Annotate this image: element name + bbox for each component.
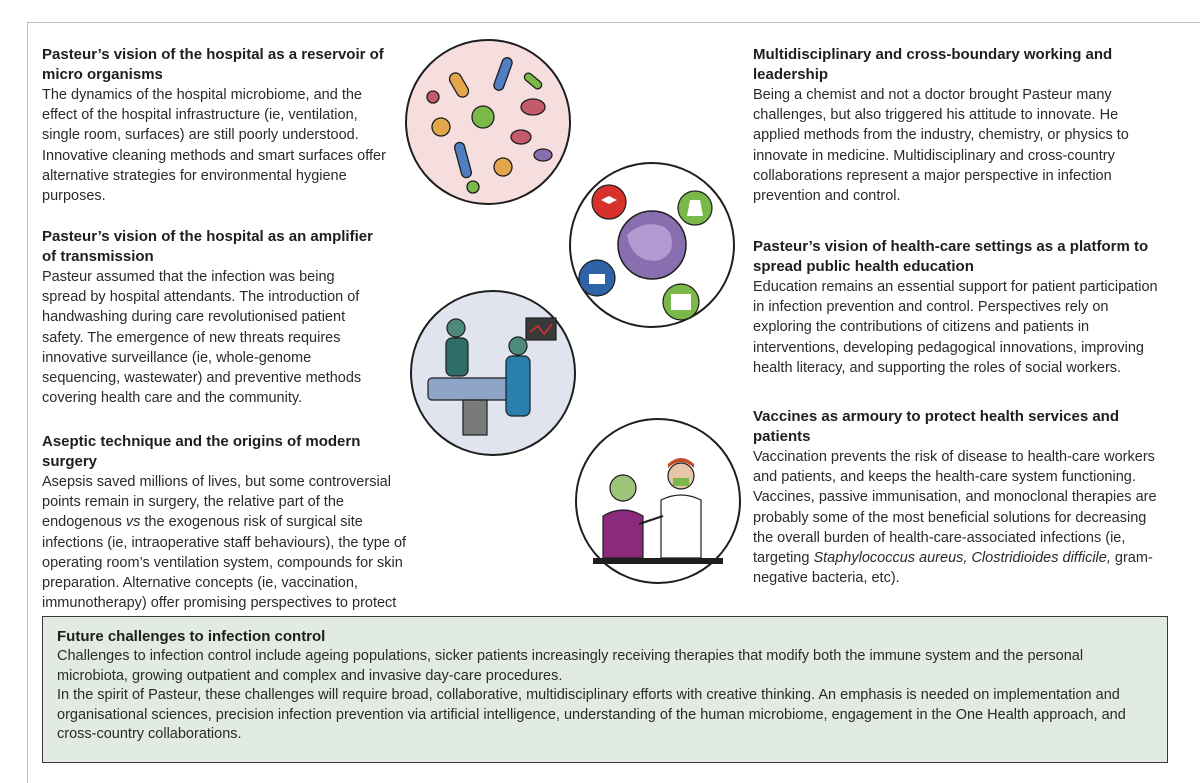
section-multidisciplinary-title: Multidisciplinary and cross-boundary working and leadership — [753, 46, 1113, 83]
section-amplifier-body: Pasteur assumed that the infection was being spread by hospital attendants. The introduction of handwashing during care revolutionised patient safety. The emergence of new threats requires innovative surveillance (ie, whole-genome sequencing, wastewater) and preventive methods covering health care and the community. — [42, 269, 362, 407]
section-vaccines-body: Vaccination prevents the risk of disease to health-care workers and patients, and keeps the health-care system functioning. Vaccines, passive immunisation, and monoclonal therapies are probably some of the most beneficial solutions for decreasing the overall burden of health-care-associated infections (ie, targeting Staphylococcus aureus, Clostridioides difficile, gram-negative bacteria, etc). — [753, 449, 1157, 587]
section-reservoir-title: Pasteur’s vision of the hospital as a reservoir of micro organisms — [42, 46, 384, 83]
section-education — [753, 237, 1163, 378]
surgery-illustration — [408, 288, 578, 458]
future-challenges-box — [42, 616, 1168, 763]
future-challenges-para2: In the spirit of Pasteur, these challenges will require broad, collaborative, multidisciplinary efforts with creative thinking. An emphasis is needed on implementation and organisational sciences, precision infection prevention via artificial intelligence, understanding of the human microbiome, engagement in the One Health approach, and cross-country collaborations. — [57, 687, 1126, 742]
section-amplifier-title: Pasteur’s vision of the hospital as an amplifier of transmission — [42, 228, 373, 265]
future-challenges-para1: Challenges to infection control include ageing populations, sicker patients increasingly receiving therapies that modify both the immune system and the personal microbiota, growing outpatient and complex and invasive day-care procedures. — [57, 648, 1084, 684]
section-reservoir-body: The dynamics of the hospital microbiome, and the effect of the hospital infrastructure (ie, ventilation, single room, surfaces) are still poorly understood. Innovative cleaning methods and smart surfaces offer alternative strategies for environmental hygiene purposes. — [42, 87, 386, 205]
section-multidisciplinary — [753, 45, 1153, 206]
section-aseptic-title: Aseptic technique and the origins of modern surgery — [42, 433, 361, 470]
section-education-title: Pasteur’s vision of health-care settings as a platform to spread public health education — [753, 238, 1149, 275]
vaccination-illustration — [573, 416, 743, 586]
section-amplifier — [42, 227, 382, 408]
section-vaccines-title: Vaccines as armoury to protect health services and patients — [753, 408, 1119, 445]
globe-icons-illustration — [567, 160, 737, 330]
section-aseptic-body: Asepsis saved millions of lives, but some controversial points remain in surgery, the relative part of the endogenous vs the exogenous risk of surgical site infections (ie, intraoperative staff behaviours), the type of operating room’s ventilation system, compounds for skin preparation. Alternative concepts (ie, vaccination, immunotherapy) offer promising perspectives to protect — [42, 474, 407, 612]
section-education-body: Education remains an essential support for patient participation in infection prevention and control. Perspectives rely on exploring the contributions of citizens and patients in interventions, developing pedagogical innovations, improving health literacy, and supporting the roles of social workers. — [753, 279, 1158, 376]
future-challenges-title: Future challenges to infection control — [57, 628, 326, 645]
section-aseptic — [42, 432, 407, 634]
section-vaccines — [753, 407, 1163, 588]
section-reservoir — [42, 45, 397, 206]
section-multidisciplinary-body: Being a chemist and not a doctor brought Pasteur many challenges, but also triggered his attitude to innovate. He applied methods from the industry, chemistry, or physics to innovate in medicine. Multidisciplinary and cross-country collaborations represent a major perspective in infection prevention and control. — [753, 87, 1129, 205]
microbes-illustration — [403, 37, 573, 207]
